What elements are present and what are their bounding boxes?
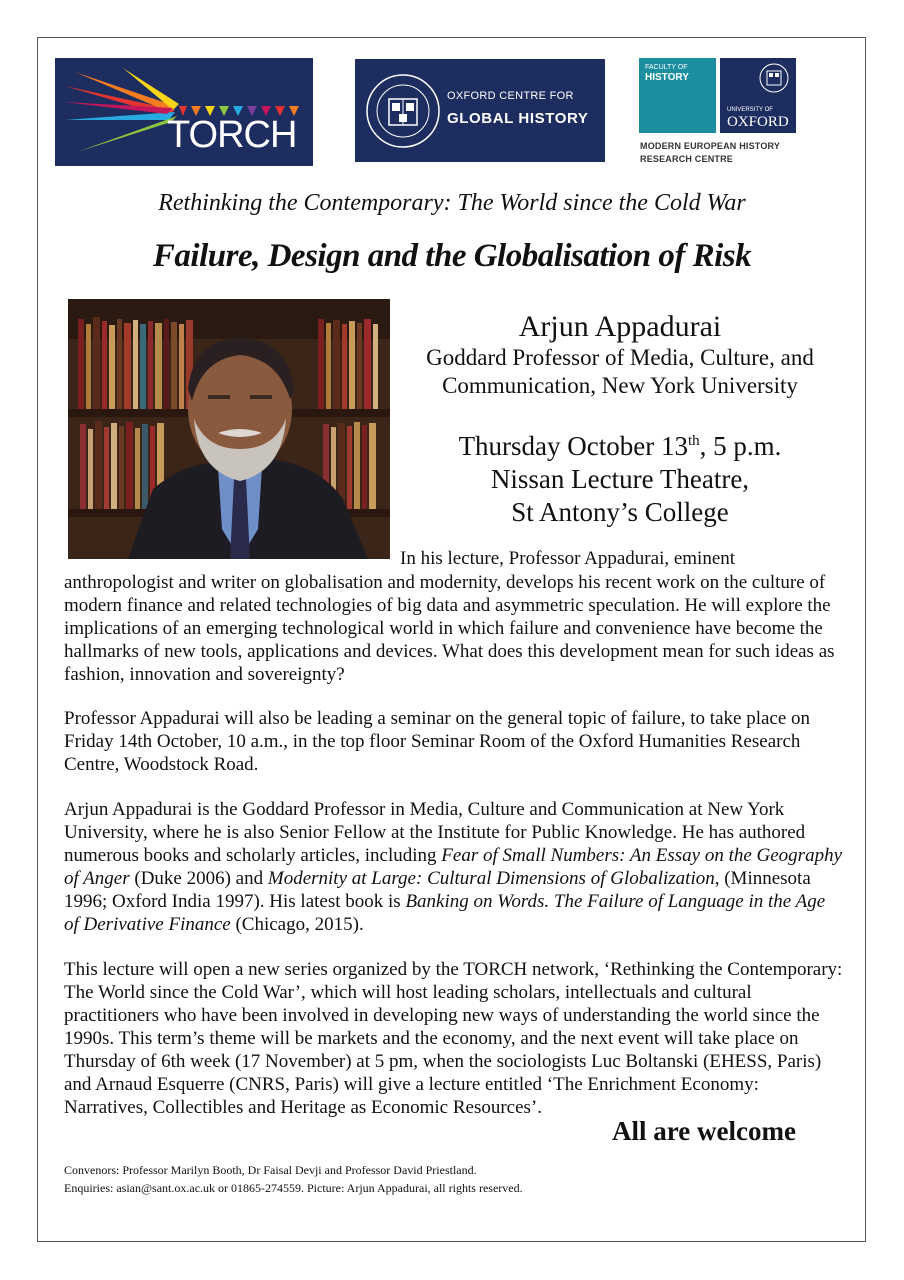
mehrc-label	[640, 140, 780, 166]
speaker-role-line1: Goddard Professor of Media, Culture, and	[426, 345, 814, 370]
ocgh-line2: GLOBAL HISTORY	[447, 110, 589, 127]
mehrc-line1: MODERN EUROPEAN HISTORY	[640, 141, 781, 151]
paragraph-3	[64, 798, 844, 936]
p3-text-d: (Chicago, 2015).	[230, 914, 364, 935]
event-venue-line1: Nissan Lecture Theatre,	[490, 464, 750, 494]
torch-wordmark: TORCH	[167, 114, 297, 156]
p3-text-b: (Duke 2006) and	[129, 868, 268, 889]
paragraph-4: This lecture will open a new series organized by the TORCH network, ‘Rethinking the Contemporary: The World since the Cold War’, which will host leading scholars, intellectuals and cultural practitioners who have been involved in developing new ways of understanding the world since the 1990s. This term’s theme will be markets and the economy, and the next event will take place on Thursday of 6th week (17 November) at 5 pm, when the sociologists Luc Boltanski (EHESS, Paris) and Arnaud Esquerre (CNRS, Paris) will give a lecture entitled ‘The Enrichment Economy: Narratives, Collectibles and Heritage as Economic Resources’.	[64, 959, 843, 1118]
torch-logo	[55, 58, 313, 166]
event-details	[405, 425, 835, 529]
p3-text-c: , (Minnesota 1996; Oxford India 1997). His latest book is	[64, 868, 811, 912]
ocgh-line1: OXFORD CENTRE FOR	[447, 90, 574, 102]
faculty-label: FACULTY OF	[645, 64, 688, 71]
book-title-3: Banking on Words. The Failure of Language in the Age of Derivative Finance	[64, 891, 826, 935]
mehrc-line2: RESEARCH CENTRE	[640, 154, 734, 164]
speaker-photo	[68, 299, 390, 559]
speaker-portrait-image	[68, 299, 390, 559]
oxford-crest-icon	[355, 59, 445, 162]
footer-convenors: Convenors: Professor Marilyn Booth, Dr Faisal Devji and Professor David Priestland.	[64, 1163, 477, 1177]
speaker-role	[405, 344, 835, 400]
university-of-label: UNIVERSITY OF	[727, 107, 773, 113]
speaker-name: Arjun Appadurai	[518, 310, 722, 343]
p3-text-a: Arjun Appadurai is the Goddard Professor in Media, Culture and Communication at New York University, where he is also Senior Fellow at the Institute for Public Knowledge. He has authored numerous books and scholarly articles, including	[64, 799, 806, 866]
footer-enquiries: Enquiries: asian@sant.ox.ac.uk or 01865-274559. Picture: Arjun Appadurai, all rights reserved.	[64, 1181, 523, 1195]
welcome-text: All are welcome	[612, 1116, 796, 1146]
speaker-role-line2: Communication, New York University	[442, 373, 798, 398]
paragraph-2: Professor Appadurai will also be leading a seminar on the general topic of failure, to take place on Friday 14th October, 10 a.m., in the top floor Seminar Room of the Oxford Humanities Research Centre, Woodstock Road.	[64, 708, 811, 775]
history-label: HISTORY	[645, 72, 689, 83]
oxford-university-logo	[720, 58, 796, 133]
book-title-1: Fear of Small Numbers: An Essay on the Geography of Anger	[64, 845, 843, 889]
lecture-title: Failure, Design and the Globalisation of Risk	[152, 238, 752, 274]
book-title-2: Modernity at Large: Cultural Dimensions of Globalization	[267, 868, 715, 889]
event-date	[405, 425, 835, 463]
global-history-logo	[355, 59, 605, 162]
oxford-shield-icon	[720, 58, 796, 106]
faculty-of-history-logo	[639, 58, 716, 133]
oxford-label: OXFORD	[727, 114, 789, 130]
series-title: Rethinking the Contemporary: The World since the Cold War	[158, 190, 746, 216]
paragraph-1: anthropologist and writer on globalisation and modernity, develops his recent work on the culture of modern finance and related technologies of big data and asymmetric speculation. He will explore the implications of an emerging technological world in which failure and convenience have become the hallmarks of new tools, applications and devices. What does this development mean for such ideas as fashion, innovation and sovereignty?	[64, 572, 835, 685]
event-date-text: Thursday October 13	[458, 431, 688, 461]
event-venue-line2: St Antony’s College	[511, 497, 729, 527]
paragraph-1-start: In his lecture, Professor Appadurai, eminent	[400, 548, 736, 569]
event-time: , 5 p.m.	[699, 431, 782, 461]
event-date-suffix: th	[688, 433, 700, 449]
